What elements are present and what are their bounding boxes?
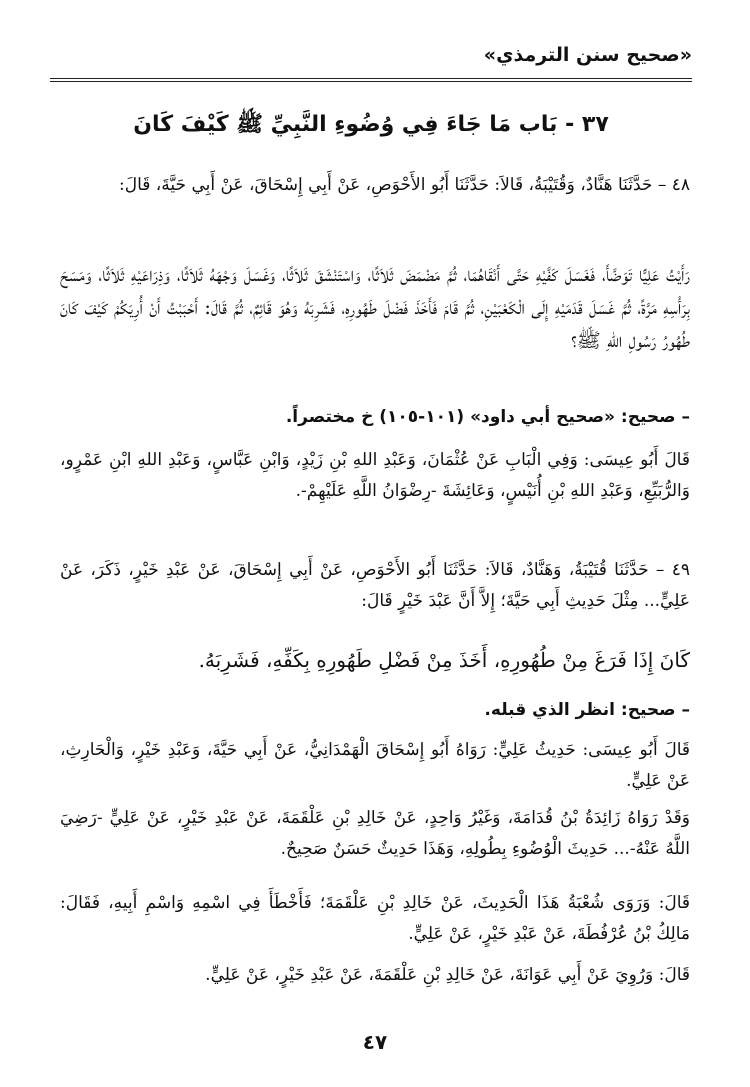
hadith-48-matn: رَأَيْتُ عَلِيًّا تَوَضَّأَ، فَغَسَلَ كَفَّيْهِ حَتَّى أَنْقَاهُمَا، ثُمَّ مَضْمَضَ ثَلاَثًا، وَاسْتَنْشَقَ ثَلاَثًا، وَغَسَلَ وَجْهَهُ ثَلاَثًا، وَذِرَاعَيْهِ ثَلاَثًا، وَمَسَحَ بِرَأْسِهِ مَرَّةً، ثُمَّ غَسَلَ قَدَمَيْهِ إِلَى الْكَعْبَيْنِ، ثُمَّ قَامَ فَأَخَذَ فَضْلَ طَهُورِهِ، فَشَرِبَهُ وَهُوَ قَائِمٌ، ثُمَّ قَالَ: أَحْبَبْتُ أَنْ أُرِيَكُمْ كَيْفَ كَانَ طُهُورُ رَسُولِ اللهِ ﷺ؟ bbox=[60, 262, 690, 352]
abu-isa-comment-3: قَالَ: وَرَوَى شُعْبَةُ هَذَا الْحَدِيثَ، عَنْ خَالِدِ بْنِ عَلْقَمَةَ؛ فَأَخْطَأَ فِي اسْمِهِ وَاسْمِ أَبِيهِ، فَقَالَ: مَالِكُ بْنُ عُرْفُطَةَ، عَنْ عَبْدِ خَيْرٍ، عَنْ عَلِيٍّ. bbox=[60, 893, 690, 944]
header-rule-double bbox=[50, 81, 692, 82]
abu-isa-comment-1: قَالَ أَبُو عِيسَى: حَدِيثُ عَلِيٍّ: رَوَاهُ أَبُو إِسْحَاقَ الْهَمْدَانِيُّ، عَنْ أَبِي حَيَّةَ، وَعَبْدِ خَيْرٍ، وَالْحَارِثِ، عَنْ عَلِيٍّ. bbox=[60, 740, 690, 791]
running-head: «صحيح سنن الترمذي» bbox=[483, 44, 692, 66]
hadith-49-isnad: ٤٩ – حَدَّثَنَا قُتَيْبَةُ، وَهَنَّادٌ، قَالاَ: حَدَّثَنَا أَبُو الأَحْوَصِ، عَنْ أَبِي إِسْحَاقَ، عَنْ عَبْدِ خَيْرٍ، ذَكَرَ، عَنْ عَلِيٍّ... مِثْلَ حَدِيثِ أَبِي حَيَّةَ؛ إِلاَّ أَنَّ عَبْدَ خَيْرٍ قَالَ: bbox=[60, 560, 690, 611]
abu-isa-comment-2: وَقَدْ رَوَاهُ زَائِدَةُ بْنُ قُدَامَةَ، وَغَيْرُ وَاحِدٍ، عَنْ خَالِدِ بْنِ عَلْقَمَةَ، عَنْ عَبْدِ خَيْرٍ، عَنْ عَلِيٍّ -رَضِيَ اللَّهُ عَنْهُ-... حَدِيثَ الْوُضُوءِ بِطُولِهِ، وَهَذَا حَدِيثٌ حَسَنٌ صَحِيحٌ. bbox=[60, 808, 690, 859]
hadith-49-matn: كَانَ إِذَا فَرَغَ مِنْ طُهُورِهِ، أَخَذَ مِنْ فَضْلِ طَهُورِهِ بِكَفِّهِ، فَشَرِبَهُ. bbox=[198, 648, 690, 672]
abu-isa-comment-4: قَالَ: وَرُوِيَ عَنْ أَبِي عَوَانَةَ، عَنْ خَالِدِ بْنِ عَلْقَمَةَ، عَنْ عَبْدِ خَيْرٍ، عَنْ عَلِيٍّ. bbox=[205, 965, 690, 985]
chapter-title: ٣٧ - بَاب مَا جَاءَ فِي وُضُوءِ النَّبِيِّ ﷺ كَيْفَ كَانَ bbox=[133, 112, 609, 137]
hadith-49-grading: – صحيح: انظر الذي قبله. bbox=[484, 700, 690, 720]
hadith-48-grading: – صحيح: «صحيح أبي داود» (١٠١-١٠٥) خ مختصراً. bbox=[285, 407, 690, 427]
header-rule bbox=[50, 78, 692, 79]
hadith-48-isnad: ٤٨ – حَدَّثَنَا هَنَّادٌ، وَقُتَيْبَةُ، قَالاَ: حَدَّثَنَا أَبُو الأَحْوَصِ، عَنْ أَبِي إِسْحَاقَ، عَنْ أَبِي حَيَّةَ، قَالَ: bbox=[119, 175, 690, 195]
page-number: ٤٧ bbox=[362, 1030, 388, 1054]
hadith-48-commentary: قَالَ أَبُو عِيسَى: وَفِي الْبَابِ عَنْ عُثْمَانَ، وَعَبْدِ اللهِ بْنِ زَيْدٍ، وَابْنِ عَبَّاسٍ، وَعَبْدِ اللهِ ابْنِ عَمْرٍو، وَالرُّبَيِّعِ، وَعَبْدِ اللهِ بْنِ أُنَيْسٍ، وَعَائِشَةَ -رِضْوَانُ اللَّهِ عَلَيْهِمْ-. bbox=[60, 450, 690, 501]
